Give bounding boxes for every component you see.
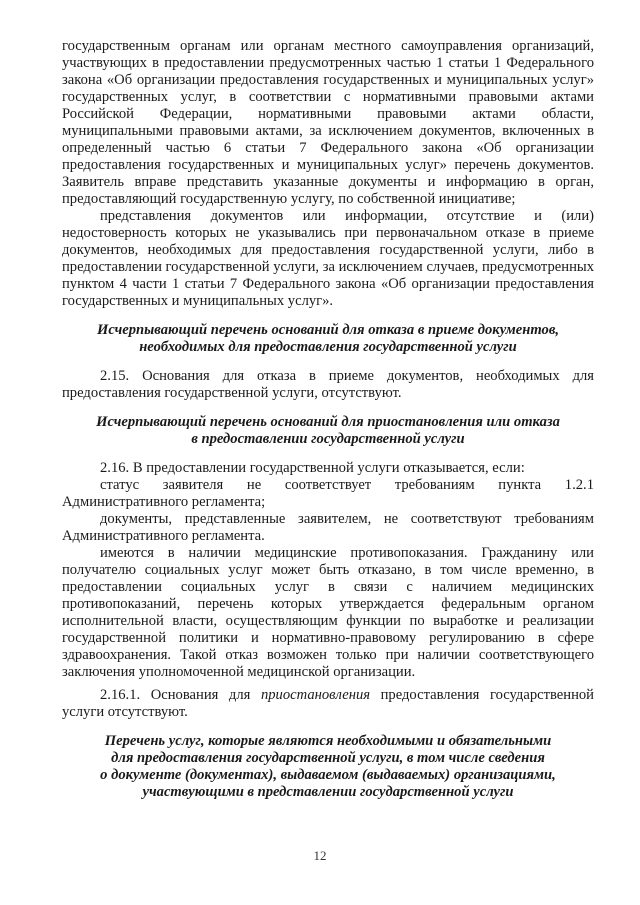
heading-line: Перечень услуг, которые являются необходимыми и обязательными bbox=[104, 733, 552, 749]
text-run: предоставления государственной услуги отсутствуют. bbox=[62, 687, 594, 720]
paragraph-2-15: 2.15. Основания для отказа в приеме документов, необходимых для предоставления государственной услуги, отсутствуют. bbox=[62, 368, 594, 401]
paragraph-continuation: государственным органам или органам местного самоуправления организаций, участвующих в предоставлении предусмотренных частью 1 статьи 1 Федерального закона «Об организации предоставления государственных и муниципальных услуг» государственных услуг, в соответствии с нормативными правовыми актами Российской Федерации, нормативными правовыми актами области, муниципальными правовыми актами, за исключением документов, включенных в определенный частью 6 статьи 7 Федерального закона «Об организации предоставления государственных и муниципальных услуг» перечень документов. Заявитель вправе представить указанные документы и информацию в орган, предоставляющий государственную услугу, по собственной инициативе; bbox=[62, 38, 594, 207]
heading-services bbox=[62, 733, 594, 801]
list-item: документы, представленные заявителем, не соответствуют требованиям Административного регламента. bbox=[62, 511, 594, 544]
page-number: 12 bbox=[313, 848, 327, 863]
heading-line: необходимых для предоставления государственной услуги bbox=[139, 339, 517, 355]
list-item: статус заявителя не соответствует требованиям пункта 1.2.1 Административного регламента; bbox=[62, 477, 594, 510]
heading-line: Исчерпывающий перечень оснований для приостановления или отказа bbox=[96, 414, 560, 430]
list-item: имеются в наличии медицинские противопоказания. Гражданину или получателю социальных услуг может быть отказано, в том числе временно, в предоставлении социальных услуг в связи с наличием медицинских противопоказаний, перечень которых утверждается федеральным органом исполнительной власти, осуществляющим функции по выработке и реализации государственной политики и нормативно-правовому регулированию в сфере здравоохранения. Такой отказ возможен только при наличии соответствующего заключения уполномоченной медицинской организации. bbox=[62, 545, 594, 680]
heading-line: Исчерпывающий перечень оснований для отказа в приеме документов, bbox=[96, 322, 560, 338]
heading-line: о документе (документах), выдаваемом (выдаваемых) организациями, bbox=[100, 767, 556, 783]
paragraph-2-16: 2.16. В предоставлении государственной услуги отказывается, если: bbox=[100, 460, 525, 476]
paragraph-refusal-case: представления документов или информации, отсутствие и (или) недостоверность которых не указывались при первоначальном отказе в приеме документов, необходимых для предоставления государственной услуги, либо в предоставлении государственной услуги, за исключением случаев, предусмотренных пунктом 4 части 1 статьи 7 Федерального закона «Об организации предоставления государственных и муниципальных услуг». bbox=[62, 208, 594, 309]
heading-line: для предоставления государственной услуги, в том числе сведения bbox=[111, 750, 545, 766]
emphasis-text: приостановления bbox=[260, 687, 371, 703]
text-run: 2.16.1. Основания для bbox=[100, 687, 261, 703]
paragraph-2-16-1 bbox=[62, 687, 594, 721]
heading-suspension bbox=[62, 414, 594, 448]
heading-refusal-docs bbox=[62, 322, 594, 356]
heading-line: участвующими в представлении государственной услуги bbox=[142, 784, 514, 800]
heading-line: в предоставлении государственной услуги bbox=[191, 431, 465, 447]
